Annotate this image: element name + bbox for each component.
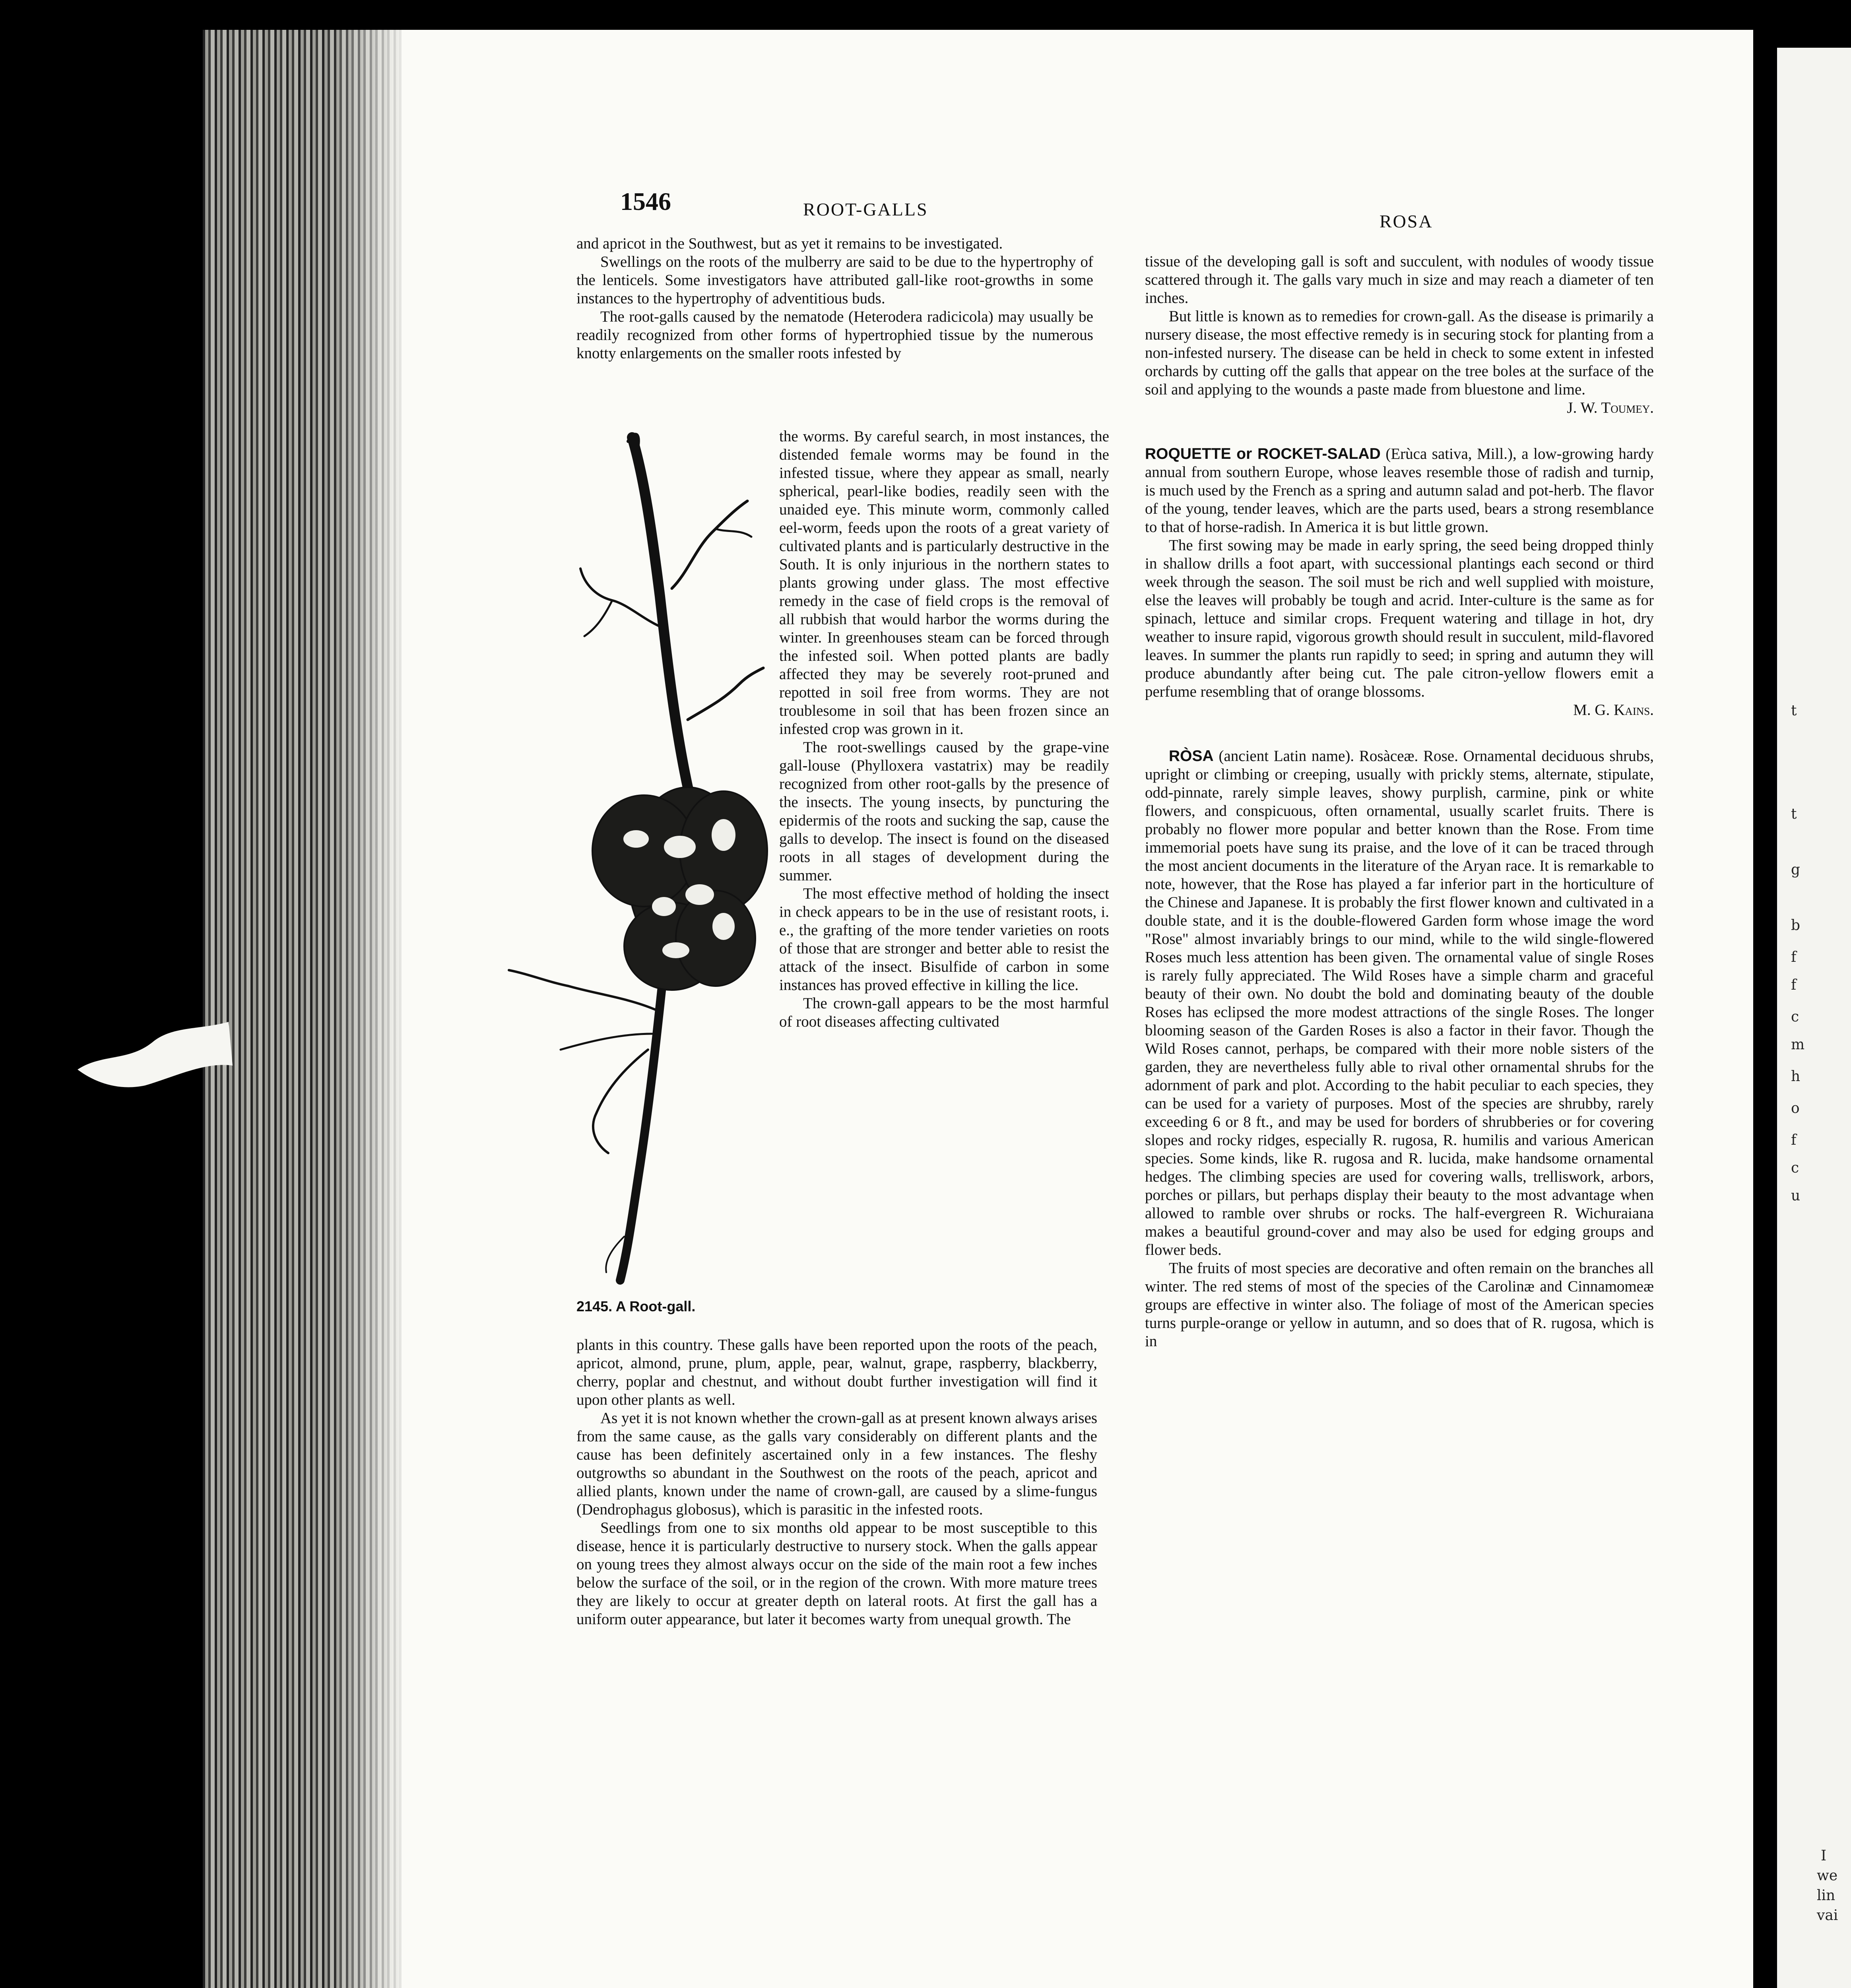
margin-fragment: t <box>1791 703 1797 719</box>
headword: RÒSA <box>1169 747 1214 765</box>
margin-fragment: I <box>1821 1848 1827 1864</box>
paper-tear-mark <box>70 1018 237 1093</box>
paragraph: The most effective method of holding the insect in check appears to be in the use of resistant roots, i. e., the grafting of the more tender varieties on roots of those that are stronger and better able to resist the attack of the insect. Bisulfide of carbon in some instances has proved effective in killing the lice. <box>779 885 1109 994</box>
root-gall-illustration <box>501 429 787 1288</box>
margin-fragment: o <box>1791 1100 1800 1116</box>
page-edge-shadow <box>330 30 409 1988</box>
left-column-bottom <box>576 1336 1097 1629</box>
right-column <box>1145 252 1654 1351</box>
margin-fragment: c <box>1791 1009 1799 1025</box>
margin-fragment: u <box>1791 1188 1801 1204</box>
margin-fragment: h <box>1791 1068 1801 1085</box>
entry-roquette <box>1145 445 1654 536</box>
left-column-wrapped-text <box>779 427 1109 1031</box>
margin-fragment: m <box>1791 1037 1805 1053</box>
entry-text: (ancient Latin name). Rosàceæ. Rose. Ornamental deciduous shrubs, upright or climbing or creeping, usually with prickly stems, alternate, stipulate, odd-pinnate, rarely simple leaves, showy purplish, carmine, pink or white flowers, and conspicuous, often ornamental, usually scarlet fruits. There is probably no flower more popular and better known than the Rose. From time immemorial poets have sung its praise, and the love of it can be traced through the most ancient documents in the literature of the Aryan race. It is remarkable to note, however, that the Rose has played a far inferior part in the horticulture of the Chinese and Japanese. It is probably the first flower known and cultivated in a double state, and it is the double-flowered Garden form whose image the word "Rose" almost invariably brings to our mind, while to the wild single-flowered Roses much less attention has been given. The ornamental value of single Roses is rarely fully appreciated. The Wild Roses have a simple charm and graceful beauty of their own. No doubt the bold and dominating beauty of the double Roses has eclipsed the more modest attractions of the single Roses. The longer blooming season of the Garden Roses is also a factor in their favor. Though the Wild Roses cannot, perhaps, be compared with their more noble sisters of the garden, they are nevertheless fully able to rival other ornamental shrubs for the adornment of park and plot. According to the habit peculiar to each species, they can be used for a variety of purposes. Most of the species are shrubby, rarely exceeding 6 or 8 ft., and may be used for borders of shrubberies or for covering slopes and rocky ridges, especially R. rugosa, R. humilis and various American species. Some kinds, like R. rugosa and R. lucida, make handsome ornamental hedges. The climbing species are used for covering walls, trelliswork, arbors, porches or pillars, but perhaps display their beauty to the most advantage when allowed to ramble over shrubs or rocks. The half-evergreen R. Wichuraiana makes a beautiful ground-cover and may also be used for edging groups and flower beds. <box>1145 747 1654 1258</box>
paragraph: Swellings on the roots of the mulberry are said to be due to the hypertrophy of the lenticels. Some investigators have attributed gall-like root-growths in some instances to the hypertrophy of adventitious buds. <box>576 253 1093 307</box>
page-number: 1546 <box>620 187 671 215</box>
author-signature: J. W. Toumey. <box>1567 399 1654 416</box>
paragraph: tissue of the developing gall is soft and succulent, with nodules of woody tissue scattered through it. The galls vary much in size and may reach a diameter of ten inches. <box>1145 253 1654 307</box>
paragraph: The root-galls caused by the nematode (Heterodera radicicola) may usually be readily recognized from other forms of hypertrophied tissue by the numerous knotty enlargements on the smaller roots infested by <box>576 308 1093 362</box>
paragraph: Seedlings from one to six months old appear to be most susceptible to this disease, hence it is particularly destructive to nursery stock. When the galls appear on young trees they almost always occur on the side of the main root a few inches below the surface of the soil, or in the region of the crown. With more mature trees they are likely to occur at greater depth on lateral roots. At first the gall has a uniform outer appearance, but later it becomes warty from unequal growth. The <box>576 1519 1097 1628</box>
paragraph: plants in this country. These galls have been reported upon the roots of the peach, apricot, almond, prune, plum, apple, pear, walnut, grape, raspberry, blackberry, cherry, poplar and chestnut, and without doubt further investigation will find it upon other plants as well. <box>576 1336 1097 1408</box>
adjacent-page-strip <box>1777 48 1851 1988</box>
margin-fragment: we <box>1817 1868 1838 1884</box>
margin-fragment: b <box>1791 917 1801 934</box>
paragraph: The root-swellings caused by the grape-vine gall-louse (Phylloxera vastatrix) may be readily recognized from other root-galls by the presence of the insects. The young insects, by puncturing the epidermis of the roots and sucking the sap, cause the galls to develop. The insect is found on the diseased roots in all stages of development during the summer. <box>779 739 1109 884</box>
entry-text: (Erùca sativa, Mill.), a low-growing hardy annual from southern Europe, whose leaves resemble those of radish and turnip, is much used by the French as a spring and autumn salad and pot-herb. The flavor of the young, tender leaves, which are the parts used, bears a strong resemblance to that of horse-radish. In America it is but little grown. <box>1145 445 1654 536</box>
margin-fragment: lin <box>1817 1887 1835 1904</box>
author-signature: M. G. Kains. <box>1573 701 1654 718</box>
headword: ROQUETTE or ROCKET-SALAD <box>1145 445 1381 462</box>
left-column-top <box>576 235 1093 363</box>
margin-fragment: f <box>1791 949 1797 965</box>
margin-fragment: f <box>1791 977 1797 993</box>
paragraph: the worms. By careful search, in most instances, the distended female worms may be found in the infested tissue, where they appear as small, nearly spherical, pearl-like bodies, readily seen with the unaided eye. This minute worm, commonly called eel-worm, feeds upon the roots of a great variety of cultivated plants and is particularly destructive in the South. It is only injurious in the northern states to plants growing under glass. The most effective remedy in the case of field crops is the removal of all rubbish that would harbor the worms during the winter. In greenhouses steam can be forced through the infested soil. When potted plants are badly affected they may be severely root-pruned and repotted in soil free from worms. They are not troublesome in soil that has been frozen since an infested crop was grown in it. <box>779 428 1109 738</box>
margin-fragment: f <box>1791 1132 1797 1148</box>
paragraph: But little is known as to remedies for crown-gall. As the disease is primarily a nursery disease, the most effective remedy is in securing stock for planting from a non-infested nursery. The disease can be held in check to some extent in infested orchards by cutting off the galls that appear on the tree boles at the surface of the soil and applying to the wounds a paste made from bluestone and lime. <box>1145 308 1654 398</box>
paragraph: As yet it is not known whether the crown-gall as at present known always arises from the same cause, as the galls vary considerably on different plants and the cause has been definitely ascertained only in a few instances. The fleshy outgrowths so abundant in the Southwest on the roots of the peach, apricot and allied plants, known under the name of crown-gall, are caused by a slime-fungus (Dendrophagus globosus), which is parasitic in the infested roots. <box>576 1409 1097 1518</box>
margin-fragment: t <box>1791 806 1797 822</box>
running-head-right: ROSA <box>1380 211 1433 231</box>
figure-caption: 2145. A Root-gall. <box>576 1298 696 1314</box>
margin-fragment: vai <box>1817 1907 1838 1924</box>
paragraph: The crown-gall appears to be the most harmful of root diseases affecting cultivated <box>779 995 1109 1030</box>
running-head-left: ROOT-GALLS <box>803 199 928 219</box>
paragraph: The fruits of most species are decorative and often remain on the branches all winter. The red stems of most of the species of the Carolinæ and Cinnamomeæ groups are effective in winter also. The foliage of most of the American species turns purple-orange or yellow in autumn, and so does that of R. rugosa, which is in <box>1145 1260 1654 1350</box>
entry-rosa <box>1145 747 1654 1259</box>
margin-fragment: g <box>1791 862 1801 878</box>
paragraph: The first sowing may be made in early spring, the seed being dropped thinly in shallow drills a foot apart, with successional plantings each second or third week through the season. The soil must be rich and well supplied with moisture, else the leaves will probably be tough and acrid. Inter-culture is the same as for spinach, lettuce and similar crops. Frequent watering and tillage in hot, dry weather to insure rapid, vigorous growth should result in succulent, mild-flavored leaves. In summer the plants run rapidly to seed; in spring and autumn they will produce abundantly after being cut. The pale citron-yellow flowers emit a perfume resembling that of orange blossoms. <box>1145 537 1654 700</box>
margin-fragment: c <box>1791 1160 1799 1176</box>
paragraph: and apricot in the Southwest, but as yet it remains to be investigated. <box>576 235 1003 252</box>
